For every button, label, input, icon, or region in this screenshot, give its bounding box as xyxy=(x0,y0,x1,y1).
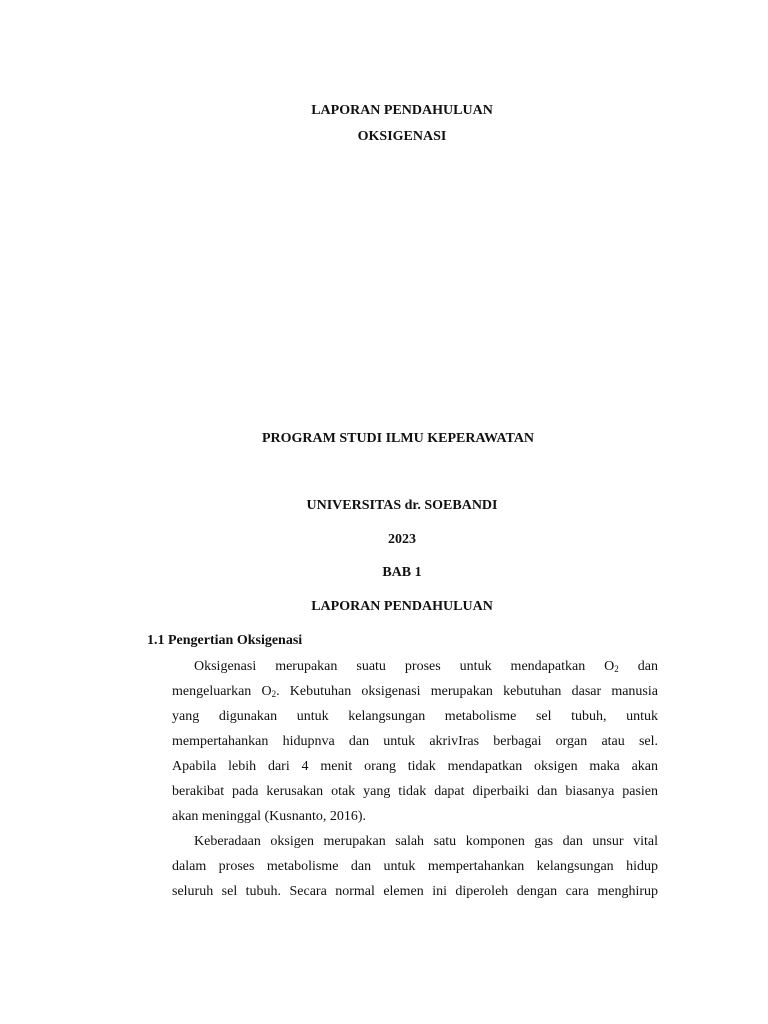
paragraph1-line2-tail: . Kebutuhan oksigenasi merupakan kebutuhan dasar manusia xyxy=(276,684,658,699)
section-body xyxy=(172,654,658,904)
cover-university: UNIVERSITAS dr. SOEBANDI xyxy=(306,498,498,513)
paragraph1-line2 xyxy=(172,679,658,704)
oxygen-subscript: 2 xyxy=(271,689,277,699)
paragraph2-line2: dalam proses metabolisme dan untuk mempertahankan kelangsungan hidup xyxy=(172,859,658,874)
chapter-number: BAB 1 xyxy=(382,565,422,580)
paragraph2-line3: seluruh sel tubuh. Secara normal elemen ini diperoleh dengan cara menghirup xyxy=(172,884,658,899)
paragraph2-line1: Keberadaan oksigen merupakan salah satu komponen gas dan unsur vital xyxy=(194,834,658,849)
cover-title-line1: LAPORAN PENDAHULUAN xyxy=(311,103,493,118)
paragraph1-line3: yang digunakan untuk kelangsungan metabolisme sel tubuh, untuk xyxy=(172,709,658,724)
chapter-title: LAPORAN PENDAHULUAN xyxy=(311,599,493,614)
paragraph1-line7: akan meninggal (Kusnanto, 2016). xyxy=(172,809,367,824)
paragraph1-line6: berakibat pada kerusakan otak yang tidak dapat diperbaiki dan biasanya pasien xyxy=(172,784,658,799)
paragraph1-line1 xyxy=(172,654,658,679)
paragraph1-line2-text: mengeluarkan O xyxy=(172,684,272,699)
paragraph1-line4: mempertahankan hidupnva dan untuk akrivIras berbagai organ atau sel. xyxy=(172,734,658,749)
cover-program: PROGRAM STUDI ILMU KEPERAWATAN xyxy=(261,431,535,446)
section-heading: 1.1 Pengertian Oksigenasi xyxy=(147,633,303,648)
cover-title-line2: OKSIGENASI xyxy=(357,129,447,144)
cover-year: 2023 xyxy=(388,532,416,547)
oxygen-subscript: 2 xyxy=(614,664,619,674)
paragraph1-line1-text: Oksigenasi merupakan suatu proses untuk mendapatkan O xyxy=(194,659,615,674)
paragraph1-line1-tail: dan xyxy=(618,659,658,674)
paragraph1-line5: Apabila lebih dari 4 menit orang tidak mendapatkan oksigen maka akan xyxy=(172,759,658,774)
